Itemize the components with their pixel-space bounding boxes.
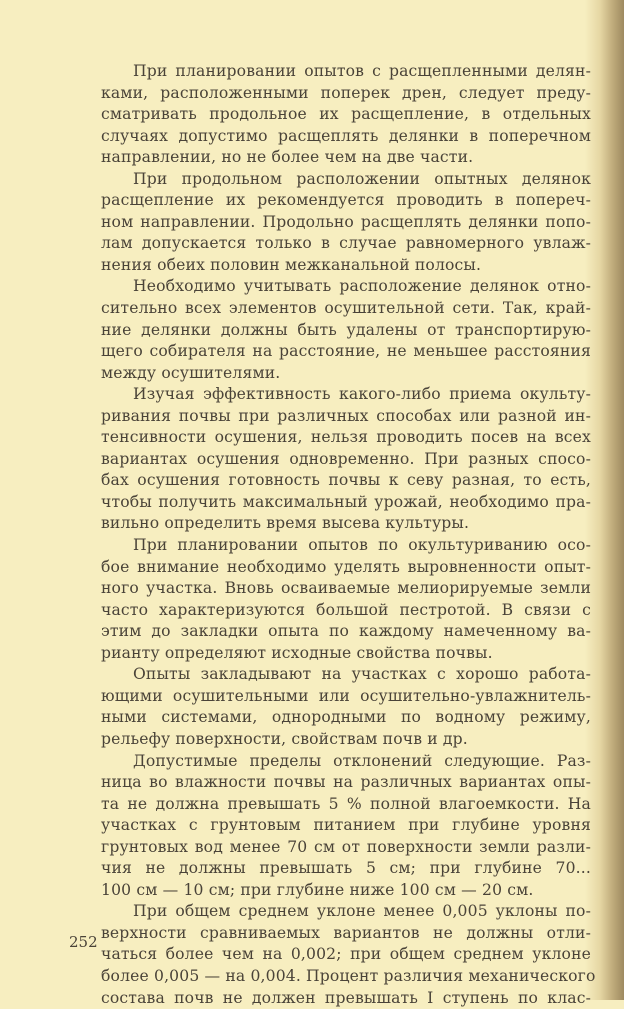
text-line: состава почв не должен превышать I ступень по клас- [101, 988, 591, 1007]
text-line: этим до закладки опыта по каждому намеченному ва- [101, 622, 591, 641]
text-line: ние делянки должны быть удалены от транспортирую- [101, 320, 591, 339]
text-line: ками, расположенными поперек дрен, следует преду- [101, 83, 591, 102]
text-line: рельефу поверхности, свойствам почв и др. [101, 729, 468, 748]
paragraph-3 [69, 276, 591, 384]
text-line: нения обеих половин межканальной полосы. [101, 255, 482, 274]
text-line: бое внимание необходимо уделять выровненности опыт- [101, 557, 591, 576]
text-line: При планировании опытов по окультуриванию осо- [133, 536, 591, 555]
text-line: Опыты закладывают на участках с хорошо работа- [133, 665, 591, 684]
text-line: Изучая эффективность какого-либо приема окульту- [133, 385, 591, 404]
text-line: рианту определяют исходные свойства почвы. [101, 643, 493, 662]
text-line: между осушителями. [101, 363, 281, 382]
text-line: ном направлении. Продольно расщеплять делянки попо- [101, 212, 591, 231]
paragraph-7 [69, 751, 591, 902]
text-line: чаться более чем на 0,002; при общем среднем уклоне [101, 945, 591, 964]
text-line: участках с грунтовым питанием при глубине уровня [101, 816, 591, 835]
paragraph-6 [69, 664, 591, 750]
paragraph-1 [69, 61, 591, 169]
text-line: щего собирателя на расстояние, не меньшее расстояния [101, 342, 591, 361]
text-line: ривания почвы при различных способах или разной ин- [101, 406, 591, 425]
text-line: чия не должны превышать 5 см; при глубине 70... [101, 859, 591, 878]
text-line: Необходимо учитывать расположение делянок отно- [133, 277, 591, 296]
text-line: направлении, но не более чем на две части. [101, 148, 474, 167]
text-line: При планировании опытов с расщепленными делян- [133, 62, 591, 80]
text-line: При общем среднем уклоне менее 0,005 уклоны по- [133, 902, 591, 921]
text-line: та не должна превышать 5 % полной влагоемкости. На [101, 794, 591, 813]
text-line: вильно определить время высева культуры. [101, 514, 470, 533]
page-number: 252 [69, 933, 98, 951]
text-line: ница во влажности почвы на различных вариантах опы- [101, 773, 591, 792]
paragraph-8 [69, 901, 596, 1009]
text-line: сительно всех элементов осушительной сети. Так, край- [101, 299, 591, 318]
paragraph-5 [69, 535, 591, 664]
text-line: часто характеризуются большой пестротой. В связи с [101, 600, 591, 619]
text-line: расщепление их рекомендуется проводить в попереч- [101, 191, 591, 210]
text-line: случаях допустимо расщеплять делянки в поперечном [101, 126, 591, 145]
text-line: чтобы получить максимальный урожай, необходимо пра- [101, 492, 591, 511]
text-line: бах осушения готовность почвы к севу разная, то есть, [101, 471, 591, 490]
text-line: вариантах осушения одновременно. При разных спосо- [101, 449, 591, 468]
text-line: грунтовых вод менее 70 см от поверхности земли разли- [101, 837, 591, 856]
text-line: ного участка. Вновь осваиваемые мелиорируемые земли [101, 579, 591, 598]
text-line: ющими осушительными или осушительно-увлажнитель- [101, 686, 591, 705]
text-line: 100 см — 10 см; при глубине ниже 100 см — 20 см. [101, 880, 534, 899]
text-line: При продольном расположении опытных делянок [133, 169, 591, 188]
text-line: сматривать продольное их расщепление, в отдельных [101, 105, 591, 124]
paragraph-4 [69, 384, 591, 535]
text-line: Допустимые пределы отклонений следующие. Раз- [133, 751, 591, 770]
paragraph-2 [69, 169, 591, 277]
text-line: верхности сравниваемых вариантов не должны отли- [101, 923, 591, 942]
body-text [69, 61, 596, 1009]
text-line: лам допускается только в случае равномерного увлаж- [101, 234, 591, 253]
text-line: тенсивности осушения, нельзя проводить посев на всех [101, 428, 591, 447]
text-line: ными системами, однородными по водному режиму, [101, 708, 591, 727]
text-line: более 0,005 — на 0,004. Процент различия механического [101, 966, 596, 985]
